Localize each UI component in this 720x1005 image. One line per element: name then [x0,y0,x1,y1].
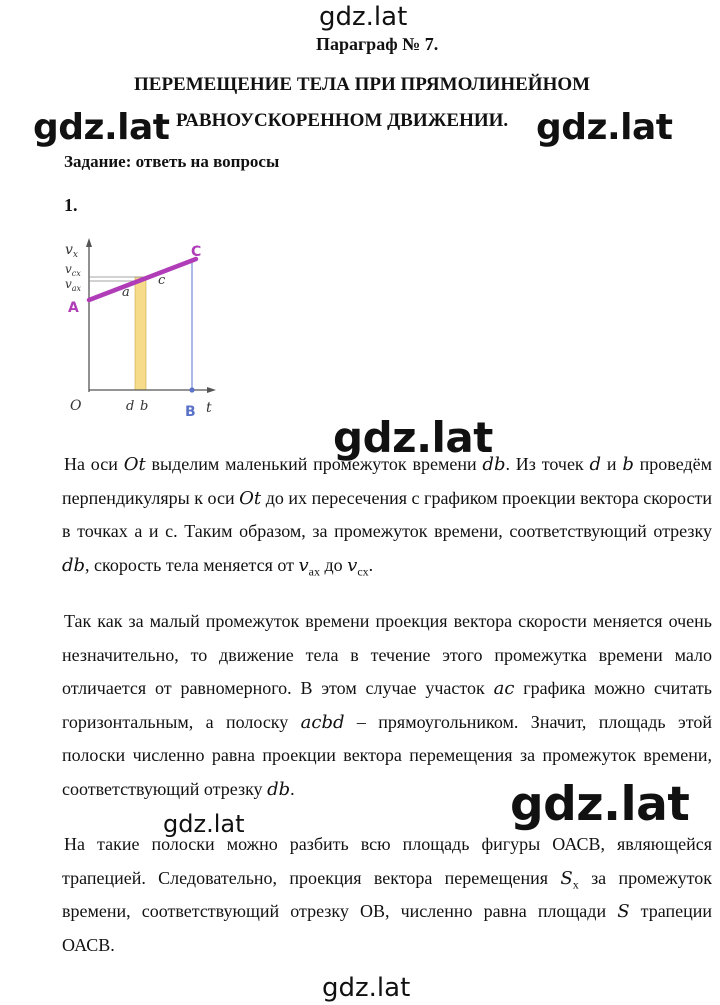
watermark-bottom: gdz.lat [322,973,411,1003]
paragraph-1: На оси Ot выделим маленький промежуток времени db. Из точек d и b проведём перпендикуляры к оси Ot до их пересечения с графиком проекции вектора скорости в точках а и с. Таким образом, за промежуток времени, соответствующий отрезку db, скорость тела меняется от $v_{ax}$ до $v_{cx}$. [62,454,712,579]
task-label: Задание: ответь на вопросы [64,152,280,171]
axis-t-arrow [207,387,216,393]
label-point-C: C [191,244,202,260]
axis-v-arrow [86,238,92,247]
watermark-big: gdz.lat [510,777,690,832]
section-title-line-1: ПЕРЕМЕЩЕНИЕ ТЕЛА ПРИ ПРЯМОЛИНЕЙНОМ [134,74,591,95]
label-v-cx: $v_{cx}$ [65,262,81,278]
watermark-right: gdz.lat [536,107,673,148]
watermark-middle: gdz.lat [333,413,493,462]
point-b-dot [189,387,194,392]
paragraph-number: Параграф № 7. [316,34,439,54]
watermark-top: gdz.lat [319,2,408,32]
velocity-graph [60,232,230,422]
label-d: d [126,399,135,414]
section-title-line-2: РАВНОУСКОРЕННОМ ДВИЖЕНИИ. [176,110,509,131]
label-axis-t: t [206,400,212,416]
label-b: b [140,399,149,414]
paragraph-2: Так как за малый промежуток времени проекция вектора скорости меняется очень незначительно, то движение тела в течение этого промежутка времени мало отличается от равномерного. В этом случае участок ac графика можно считать горизонтальным, а полоску acbd – прямоугольником. Значит, площадь этой полоски численно равна проекции вектора перемещения за промежуток времени, соответствующий отрезку db. [62,611,713,800]
strip-acbd [135,277,146,390]
label-origin: O [70,398,82,414]
watermark-small: gdz.lat [163,810,245,838]
label-axis-v: $v_x$ [65,242,78,260]
label-a: a [122,285,130,300]
label-c: c [158,273,166,288]
label-point-B: B [185,404,196,420]
label-v-ax: $v_{ax}$ [65,277,82,293]
question-number: 1. [64,195,78,215]
paragraph-3: На такие полоски можно разбить всю площадь фигуры ОАСВ, являющейся трапецией. Следовательно, проекция вектора перемещения $S_x$ за промежуток времени, соответствующий отрезку ОВ, численно равна площади S трапеции ОАСВ. [62,834,712,955]
label-point-A: A [68,300,79,316]
watermark-left: gdz.lat [33,107,170,148]
